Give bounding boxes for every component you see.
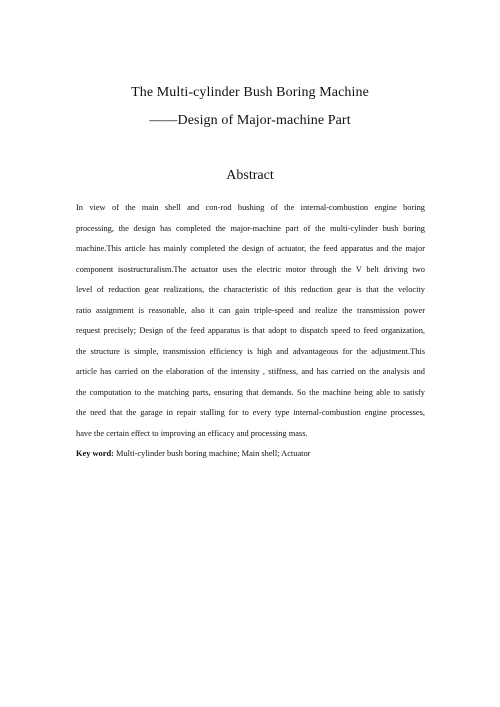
keywords-text: Multi-cylinder bush boring machine; Main shell; Actuator: [113, 449, 311, 458]
keywords-line: [76, 444, 425, 465]
abstract-heading: Abstract: [226, 168, 274, 183]
abstract-line-5: level of reduction gear realizations, the characteristic of this reduction gear is that the velocity: [76, 285, 425, 294]
abstract-line-12: have the certain effect to improving an efficacy and processing mass.: [76, 428, 308, 438]
abstract-line-9: article has carried on the elaboration of the intensity , stiffness, and has carried on the analysis and: [76, 367, 425, 376]
abstract-line-4: component isostructuralism.The actuator uses the electric motor through the V belt driving two: [76, 264, 425, 274]
abstract-line-6: ratio assignment is reasonable, also it can gain triple-speed and realize the transmission power: [76, 305, 425, 315]
abstract-line-7: request precisely; Design of the feed apparatus is that adopt to dispatch speed to feed organization,: [76, 326, 425, 335]
abstract-body: [76, 198, 425, 465]
abstract-line-8: the structure is simple, transmission efficiency is high and advantageous for the adjustment.This: [76, 346, 425, 356]
abstract-line-2: processing, the design has completed the major-machine part of the multi-cylinder bush boring: [76, 223, 425, 233]
keywords-label: Key word:: [76, 449, 114, 458]
abstract-line-1: In view of the main shell and con-rod bushing of the internal-combustion engine boring: [76, 203, 425, 212]
title-line-2: ——Design of Major-machine Part: [149, 113, 351, 128]
abstract-line-11: the need that the garage in repair stalling for to every type internal-combustion engine processes,: [76, 408, 425, 417]
abstract-line-10: the computation to the matching parts, ensuring that demands. So the machine being able to satisfy: [76, 387, 425, 397]
abstract-line-3: machine.This article has mainly completed the design of actuator, the feed apparatus and the major: [76, 244, 425, 253]
title-block: [0, 84, 500, 130]
title-line-1: The Multi-cylinder Bush Boring Machine: [131, 85, 369, 100]
